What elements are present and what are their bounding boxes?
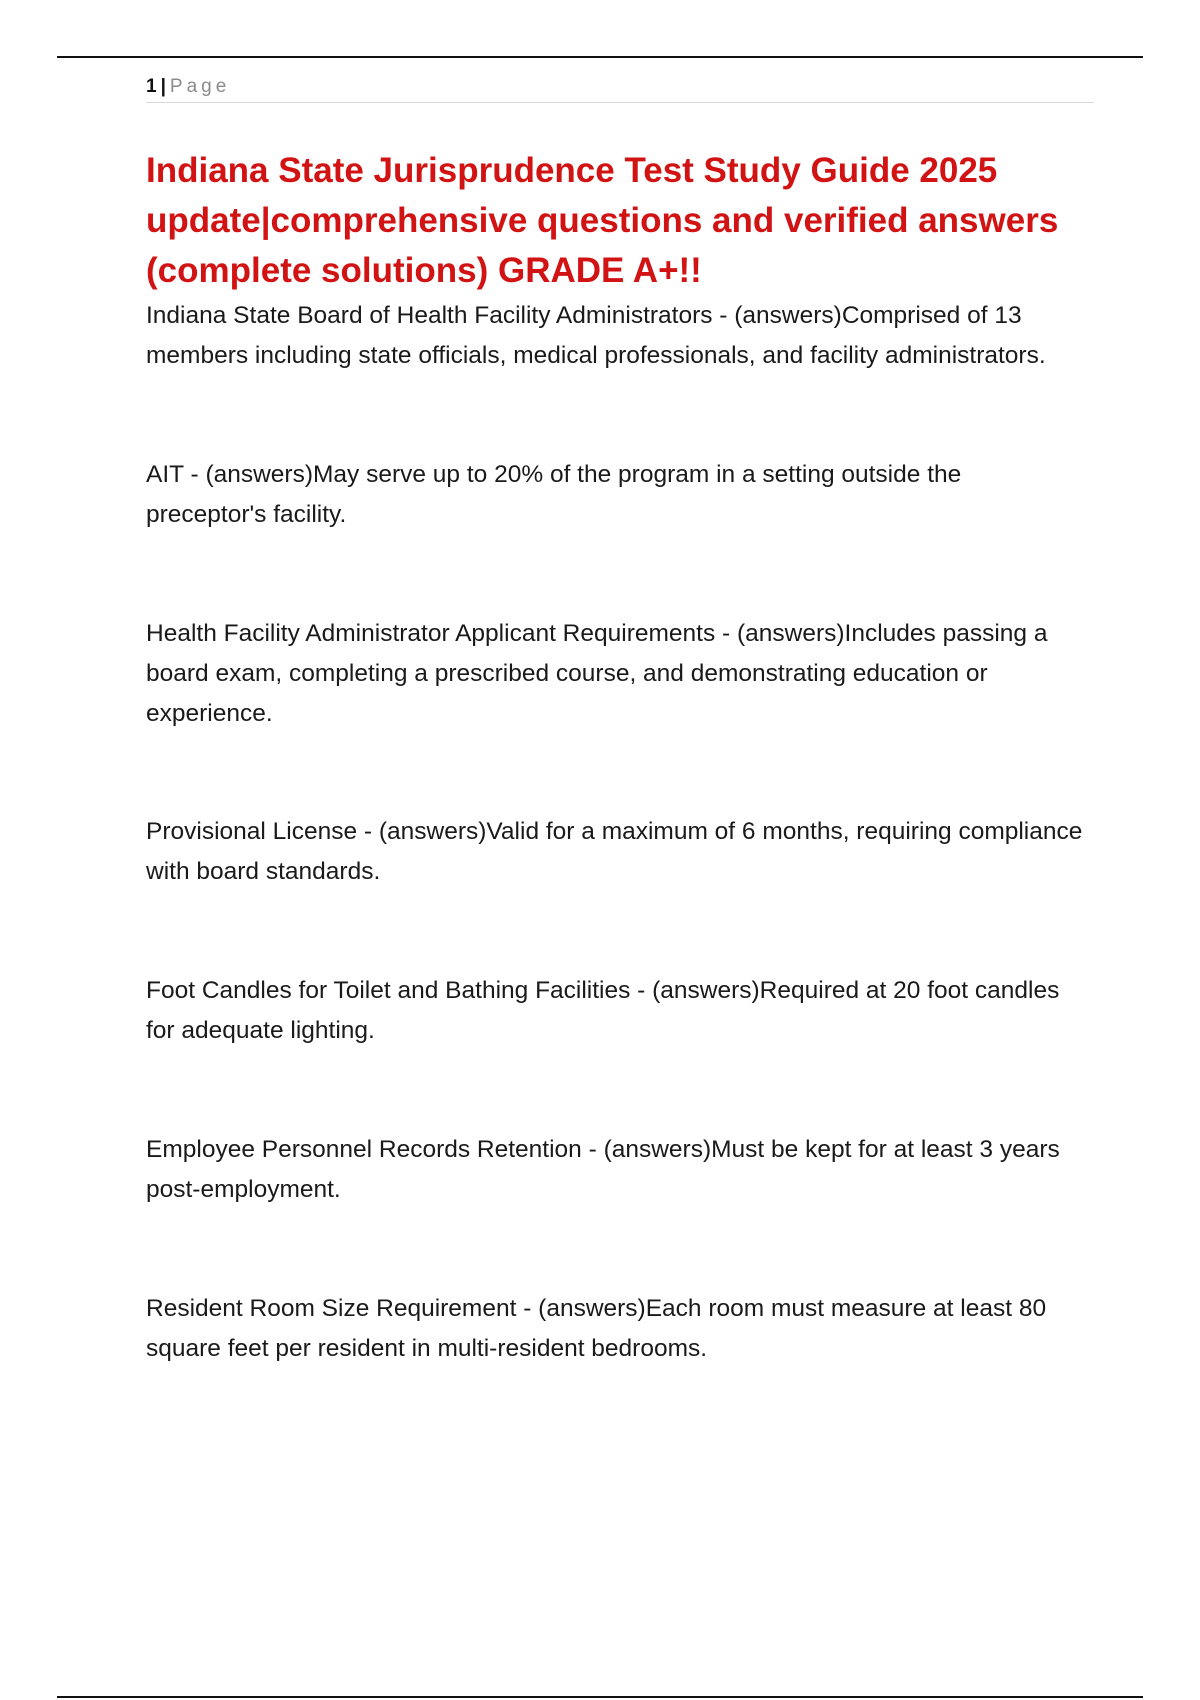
qa-entry-2: AIT - (answers)May serve up to 20% of the program in a setting outside the preceptor's facility. [146,461,962,528]
qa-entry-5: Foot Candles for Toilet and Bathing Facilities - (answers)Required at 20 foot candles for adequate lighting. [146,977,1060,1044]
qa-entry-3: Health Facility Administrator Applicant Requirements - (answers)Includes passing a board exam, completing a prescribed course, and demonstrating education or experience. [146,620,1048,727]
page-header [146,74,1094,103]
qa-entry-6: Employee Personnel Records Retention - (answers)Must be kept for at least 3 years post-employment. [146,1136,1060,1203]
top-border-line [57,56,1143,58]
document-body [146,146,1086,1369]
qa-entry-4: Provisional License - (answers)Valid for a maximum of 6 months, requiring compliance with board standards. [146,818,1083,885]
bottom-border-line [57,1696,1143,1698]
page-separator: | [160,76,166,97]
page-label: Page [169,76,231,97]
qa-entry-7: Resident Room Size Requirement - (answers)Each room must measure at least 80 square feet per resident in multi-resident bedrooms. [146,1295,1047,1362]
document-title: Indiana State Jurisprudence Test Study Guide 2025 update|comprehensive questions and verified answers (complete solutions) GRADE A+!! [146,151,1059,290]
qa-entry-1: Indiana State Board of Health Facility Administrators - (answers)Comprised of 13 members including state officials, medical professionals, and facility administrators. [146,302,1046,369]
page-number: 1 [146,76,157,97]
